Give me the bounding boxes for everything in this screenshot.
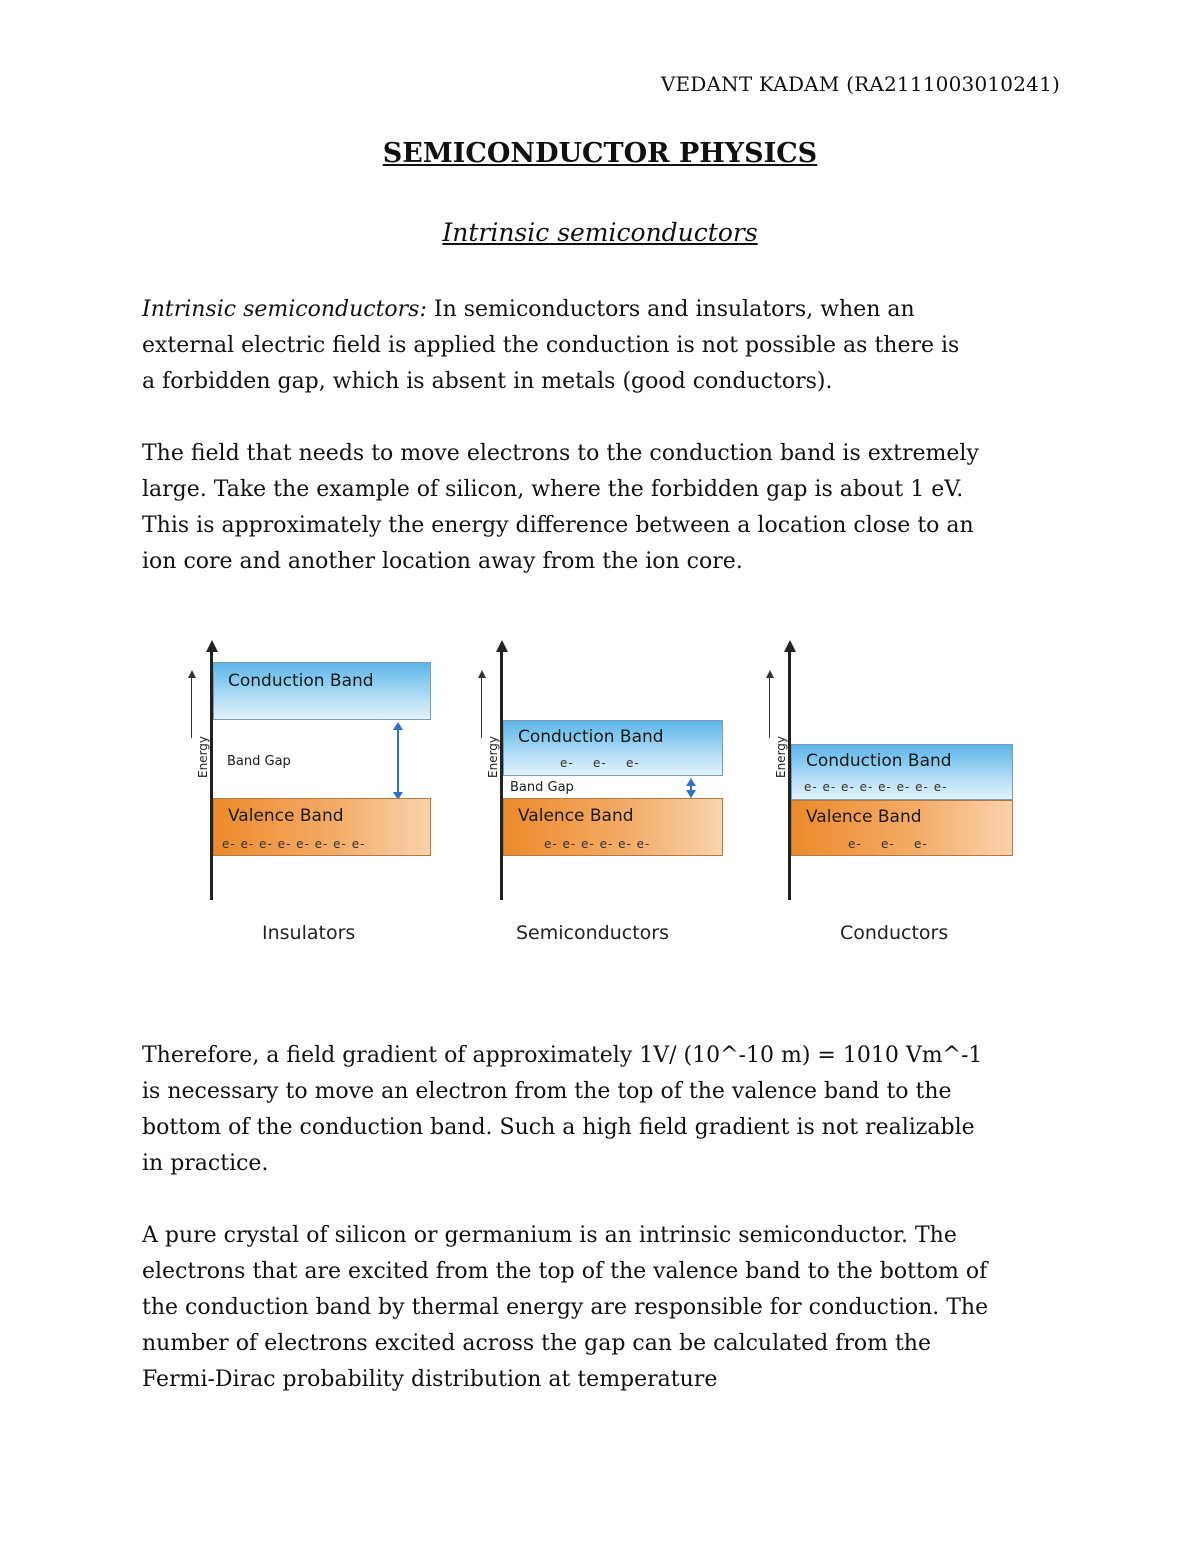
paragraph-line: is necessary to move an electron from the top of the valence band to the (142, 1079, 952, 1104)
valence-band-label: Valence Band (518, 806, 634, 826)
author-header: VEDANT KADAM (RA2111003010241) (660, 72, 1060, 96)
caption-conductors: Conductors (840, 922, 949, 944)
paragraph-line: large. Take the example of silicon, where the forbidden gap is about 1 eV. (142, 477, 964, 502)
page-title: SEMICONDUCTOR PHYSICS (382, 138, 818, 169)
caption-semiconductors: Semiconductors (516, 922, 669, 944)
paragraph-line: Therefore, a field gradient of approximately 1V/ (10^-10 m) = 1010 Vm^-1 (142, 1043, 983, 1068)
paragraph-line: number of electrons excited across the gap can be calculated from the (142, 1331, 931, 1356)
gap-arrow-down-icon (686, 790, 696, 798)
paragraph-gradient (142, 1038, 1072, 1182)
band-gap-arrow (397, 728, 399, 794)
valence-band-label: Valence Band (228, 806, 344, 826)
energy-arrow-head-icon (478, 670, 486, 678)
paragraph-line: A pure crystal of silicon or germanium is an intrinsic semiconductor. The (142, 1223, 957, 1248)
paragraph-intro (142, 292, 1072, 400)
valence-band (791, 800, 1013, 856)
panel-insulators (180, 636, 440, 956)
paragraph-line: external electric field is applied the conduction is not possible as there is (142, 333, 960, 358)
valence-band (213, 798, 431, 856)
paragraph-line: the conduction band by thermal energy are responsible for conduction. The (142, 1295, 989, 1320)
energy-axis-label: Energy (774, 735, 788, 778)
valence-electrons: e- e- e- e- e- e- (544, 837, 651, 851)
paragraph-line: bottom of the conduction band. Such a high field gradient is not realizable (142, 1115, 975, 1140)
conduction-band (503, 720, 723, 776)
paragraph-crystal (142, 1218, 1072, 1398)
energy-arrow (769, 676, 770, 738)
conduction-band (791, 744, 1013, 800)
paragraph-line: The field that needs to move electrons to the conduction band is extremely (142, 441, 979, 466)
conduction-band (213, 662, 431, 720)
paragraph-line: in practice. (142, 1151, 269, 1176)
energy-axis-label: Energy (196, 735, 210, 778)
paragraph-line: Fermi-Dirac probability distribution at temperature (142, 1367, 718, 1392)
paragraph-line: ion core and another location away from the ion core. (142, 549, 743, 574)
band-gap-label: Band Gap (227, 754, 291, 769)
panel-semiconductors (470, 636, 730, 956)
conduction-electrons: e- e- e- (560, 756, 640, 770)
paragraph-field (142, 436, 1072, 580)
energy-arrow (481, 676, 482, 738)
conduction-band-label: Conduction Band (228, 671, 374, 691)
valence-electrons: e- e- e- e- e- e- e- e- (222, 837, 366, 851)
lead-term: Intrinsic semiconductors: (142, 297, 427, 322)
conduction-band-label: Conduction Band (806, 751, 952, 771)
paragraph-line: electrons that are excited from the top of the valence band to the bottom of (142, 1259, 988, 1284)
paragraph-line: a forbidden gap, which is absent in metals (good conductors). (142, 369, 833, 394)
conduction-band-label: Conduction Band (518, 727, 664, 747)
energy-arrow-head-icon (188, 670, 196, 678)
section-subtitle: Intrinsic semiconductors (442, 218, 758, 247)
paragraph-line: This is approximately the energy difference between a location close to an (142, 513, 974, 538)
panel-conductors (758, 636, 1018, 956)
band-gap-label: Band Gap (510, 780, 574, 795)
lead-continuation: In semiconductors and insulators, when an (426, 297, 915, 322)
energy-arrow (191, 676, 192, 738)
valence-electrons: e- e- e- (848, 837, 928, 851)
valence-band-label: Valence Band (806, 807, 922, 827)
energy-arrow-head-icon (766, 670, 774, 678)
energy-axis-label: Energy (486, 735, 500, 778)
band-diagram (180, 636, 1020, 956)
valence-band (503, 798, 723, 856)
paragraph-line (142, 292, 1072, 328)
caption-insulators: Insulators (262, 922, 356, 944)
conduction-electrons: e- e- e- e- e- e- e- e- (804, 780, 948, 794)
